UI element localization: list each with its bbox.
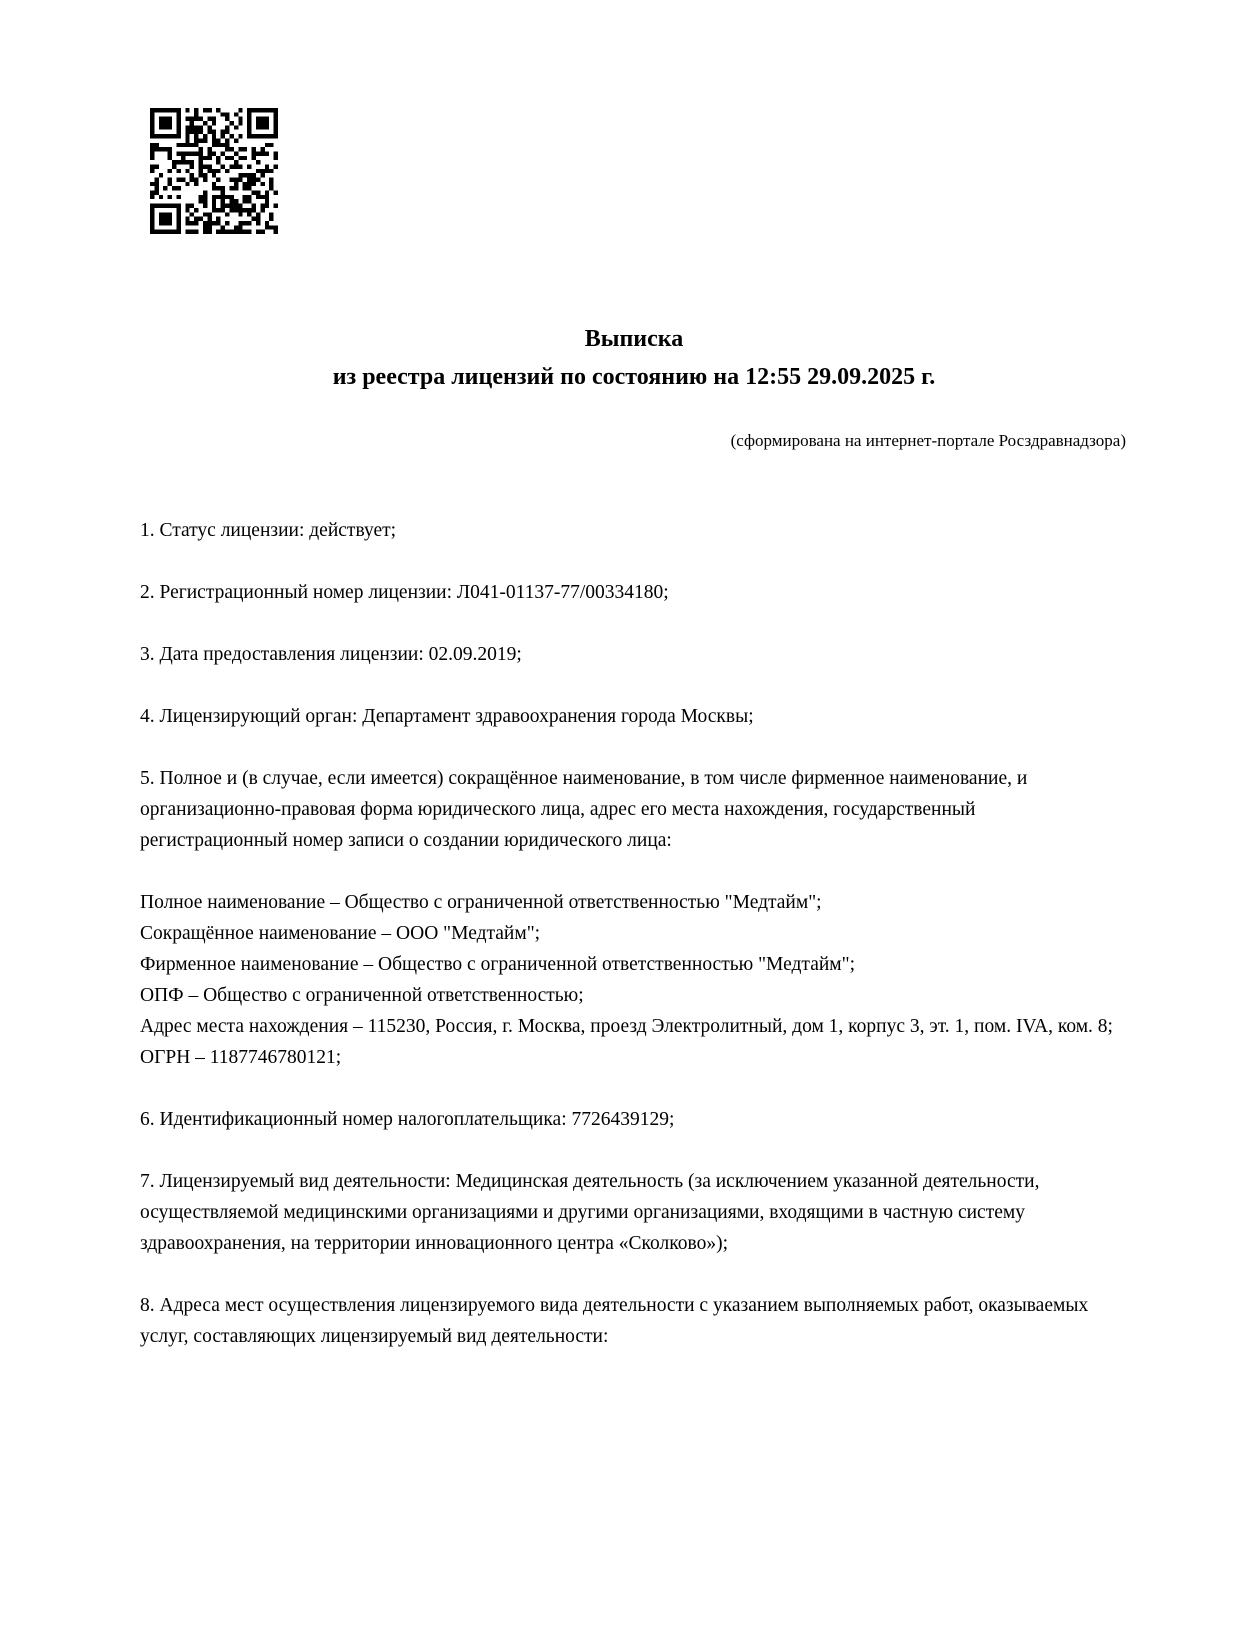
paragraph-licensing-authority: 4. Лицензирующий орган: Департамент здравоохранения города Москвы; <box>140 706 754 727</box>
org-legal-form: ОПФ – Общество с ограниченной ответственностью; <box>140 985 584 1006</box>
org-brand-name: Фирменное наименование – Общество с ограниченной ответственностью "Медтайм"; <box>140 954 855 975</box>
paragraph-licensed-activity: 7. Лицензируемый вид деятельности: Медицинская деятельность (за исключением указанной деятельности, осуществляемой медицинскими организациями и другими организациями, входящими в частную систему здравоохранения, на территории инновационного центра «Сколково»); <box>140 1171 1040 1254</box>
org-short-name: Сокращённое наименование – ООО "Медтайм"; <box>140 923 541 944</box>
paragraph-activity-addresses-intro: 8. Адреса мест осуществления лицензируемого вида деятельности с указанием выполняемых работ, оказываемых услуг, составляющих лицензируемый вид деятельности: <box>140 1295 1089 1347</box>
org-address: Адрес места нахождения – 115230, Россия, г. Москва, проезд Электролитный, дом 1, корпус 3, эт. 1, пом. IVA, ком. 8; <box>140 1016 1113 1037</box>
org-details-block <box>140 887 1120 1073</box>
document-body <box>140 515 1120 1383</box>
title-line-2: из реестра лицензий по состоянию на 12:55 29.09.2025 г. <box>332 364 936 390</box>
paragraph-inn: 6. Идентификационный номер налогоплательщика: 7726439129; <box>140 1109 675 1130</box>
formation-note: (сформирована на интернет-портале Росздравнадзора) <box>730 431 1126 450</box>
org-full-name: Полное наименование – Общество с ограниченной ответственностью "Медтайм"; <box>140 892 822 913</box>
paragraph-license-status: 1. Статус лицензии: действует; <box>140 520 397 541</box>
paragraph-registration-number: 2. Регистрационный номер лицензии: Л041-01137-77/00334180; <box>140 582 669 603</box>
title-line-1: Выписка <box>584 326 684 352</box>
qr-code <box>150 108 278 234</box>
paragraph-grant-date: 3. Дата предоставления лицензии: 02.09.2019; <box>140 644 522 665</box>
paragraph-org-info-intro: 5. Полное и (в случае, если имеется) сокращённое наименование, в том числе фирменное наименование, и организационно-правовая форма юридического лица, адрес его места нахождения, государственный регистрационный номер записи о создании юридического лица: <box>140 768 1028 851</box>
org-ogrn: ОГРН – 1187746780121; <box>140 1047 342 1068</box>
document-title <box>140 320 1128 396</box>
